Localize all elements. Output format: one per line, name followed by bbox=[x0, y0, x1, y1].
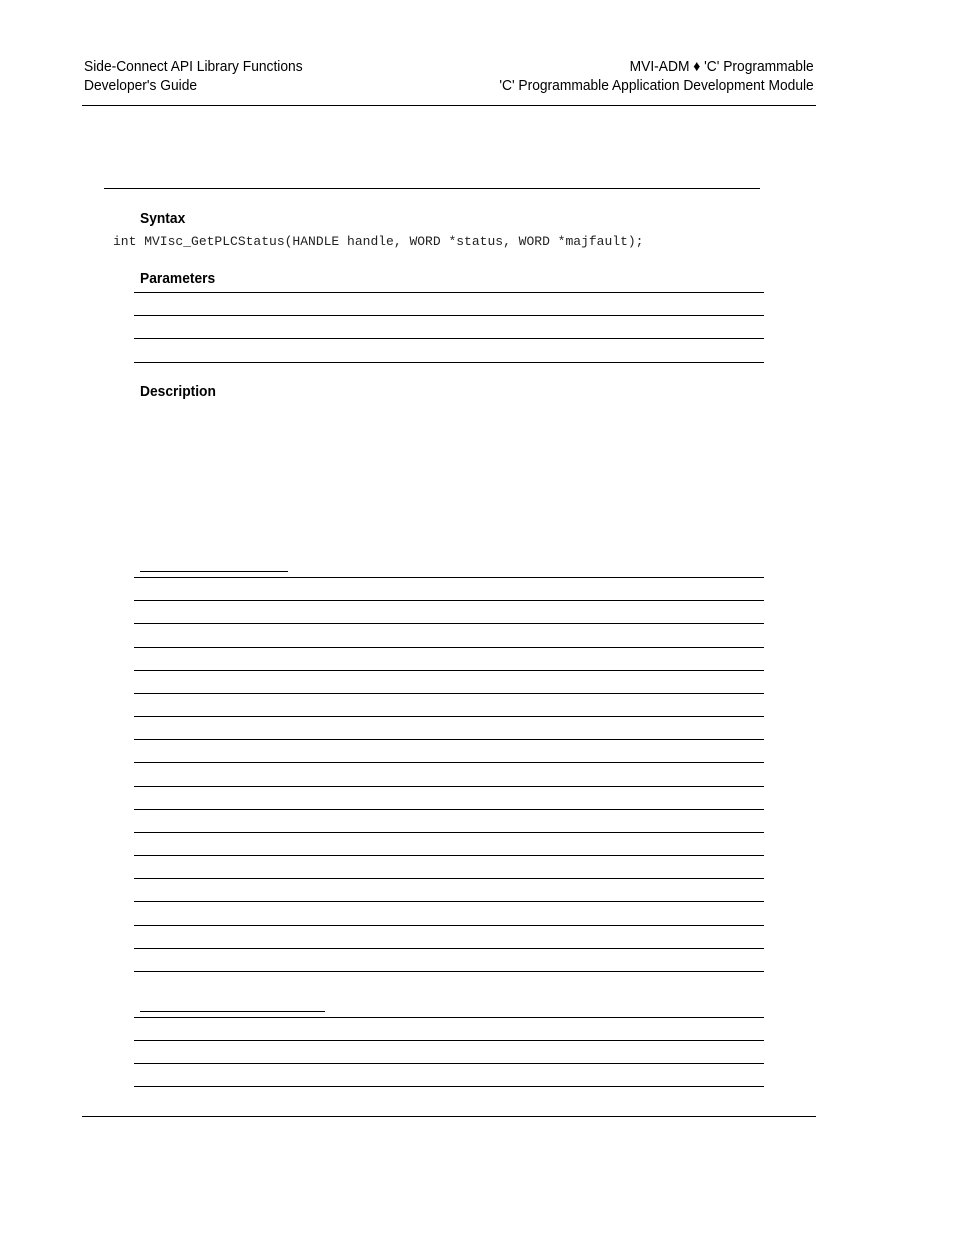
syntax-heading: Syntax bbox=[140, 210, 186, 227]
status-table bbox=[134, 577, 764, 973]
table-row bbox=[134, 832, 764, 833]
parameters-table bbox=[134, 292, 764, 364]
table-row bbox=[134, 855, 764, 856]
table-row bbox=[134, 1017, 764, 1018]
table-row bbox=[134, 693, 764, 694]
table-row bbox=[134, 670, 764, 671]
table-row bbox=[134, 739, 764, 740]
table-row bbox=[134, 1040, 764, 1041]
status-table-caption-rule bbox=[140, 571, 288, 572]
table-row bbox=[134, 971, 764, 972]
table-row bbox=[134, 1086, 764, 1087]
table-row bbox=[134, 577, 764, 578]
header-product-name: MVI-ADM ♦ 'C' Programmable bbox=[629, 58, 814, 75]
header-rule bbox=[82, 105, 816, 106]
header-document-title: Developer's Guide bbox=[84, 77, 198, 94]
table-row bbox=[134, 600, 764, 601]
fault-table bbox=[134, 1017, 764, 1089]
table-row bbox=[134, 716, 764, 717]
table-row bbox=[134, 948, 764, 949]
footer-rule bbox=[82, 1116, 816, 1117]
header-document-section: Side-Connect API Library Functions bbox=[84, 58, 303, 75]
table-row bbox=[134, 809, 764, 810]
table-row bbox=[134, 1063, 764, 1064]
parameters-heading: Parameters bbox=[140, 270, 216, 287]
page-header-left bbox=[84, 57, 303, 95]
table-row bbox=[134, 315, 764, 316]
page-header-right bbox=[500, 57, 814, 95]
table-row bbox=[134, 925, 764, 926]
table-row bbox=[134, 362, 764, 363]
header-product-description: 'C' Programmable Application Development Module bbox=[499, 77, 814, 94]
table-row bbox=[134, 901, 764, 902]
table-row bbox=[134, 338, 764, 339]
table-row bbox=[134, 786, 764, 787]
table-row bbox=[134, 762, 764, 763]
function-title-rule bbox=[104, 188, 760, 189]
table-row bbox=[134, 623, 764, 624]
description-heading: Description bbox=[140, 383, 216, 400]
fault-table-caption-rule bbox=[140, 1011, 325, 1012]
syntax-code: int MVIsc_GetPLCStatus(HANDLE handle, WORD *status, WORD *majfault); bbox=[113, 234, 644, 249]
table-row bbox=[134, 292, 764, 293]
table-row bbox=[134, 647, 764, 648]
table-row bbox=[134, 878, 764, 879]
